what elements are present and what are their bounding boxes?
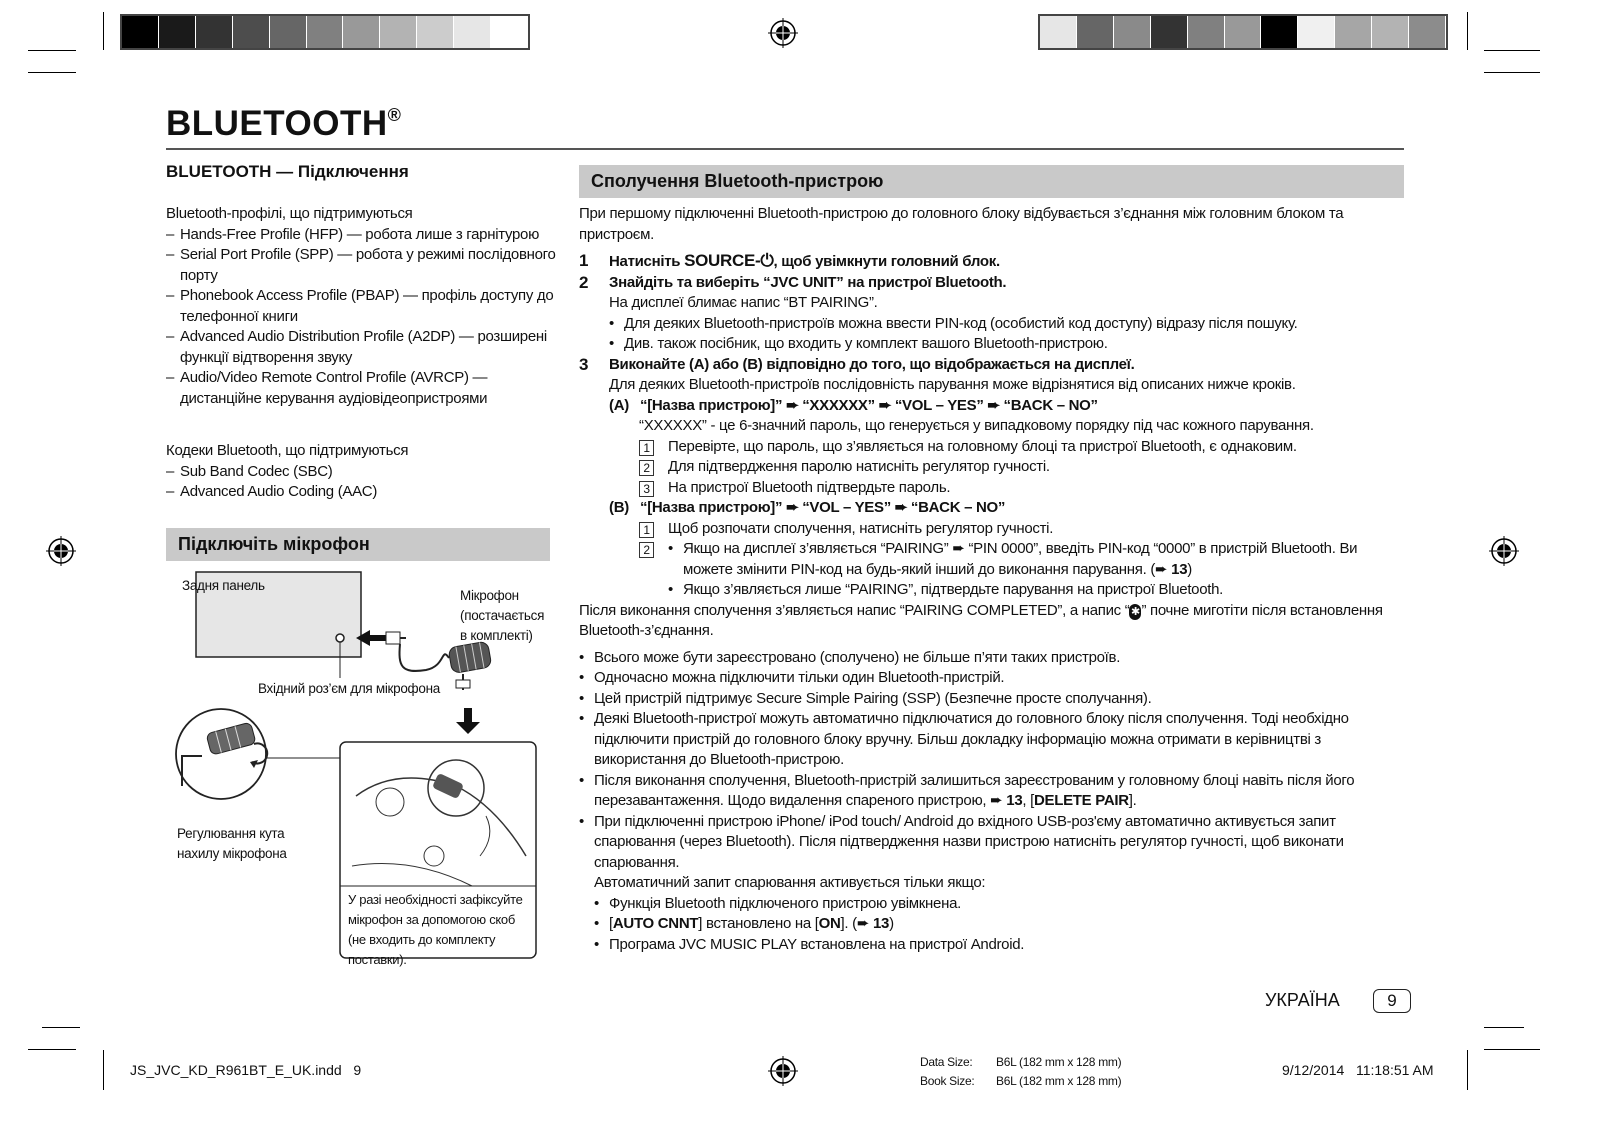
page-title: BLUETOOTH® [166, 104, 402, 143]
page-number: 9 [1373, 989, 1411, 1013]
list-item: – Advanced Audio Distribution Profile (A2DP) — розширені функції відтворення звуку [166, 327, 561, 368]
list-item: • Всього може бути зареєстровано (сполучено) не більше п’яти таких пристроїв. [579, 648, 1404, 669]
list-item: • [AUTO CNNT] встановлено на [ON]. (➨ 13) [594, 914, 1404, 935]
file-name: JS_JVC_KD_R961BT_E_UK.indd 9 [130, 1062, 362, 1078]
list-item: • Одночасно можна підключити тільки один Bluetooth-пристрій. [579, 668, 1404, 689]
crop-mark [28, 72, 76, 73]
option-a-note: “XXXXXX” - це 6-значний пароль, що генерується у випадковому порядку під час кожного парування. [639, 417, 1314, 434]
registration-mark-icon [768, 1056, 798, 1086]
pairing-content [579, 204, 1404, 955]
option-b: (B) “[Назва пристрою]” ➨ “VOL – YES” ➨ “BACK – NO” [609, 499, 1006, 516]
source-key: SOURCE-⏻ [684, 251, 774, 270]
color-bar-right [1038, 14, 1448, 50]
data-size-label: Data Size: [920, 1055, 973, 1069]
step-2: 2 Знайдіть та виберіть “JVC UNIT” на пристрої Bluetooth. [579, 272, 1007, 292]
color-swatch [196, 16, 233, 48]
section-heading-pairing: Сполучення Bluetooth-пристрою [579, 165, 1404, 198]
color-swatch [1188, 16, 1225, 48]
step-3-note: Для деяких Bluetooth-пристроїв послідовність парування може відрізнятися від описаних нижче кроків. [609, 376, 1296, 393]
color-swatch [270, 16, 307, 48]
codecs-block [166, 441, 561, 503]
list-item: • При підключенні пристрою iPhone/ iPod touch/ Android до вхідного USB-роз'єму автоматично активується запит спарювання (через Bluetooth). Після підтвердження назви пристрою натисніть регулятор гучності, щоб виконати спарювання. Автоматичний запит спарювання активується тільки якщо: • Функція Bluetooth підключеного пристрою увімкнена. • [AUTO CNNT] встановлено на [ON]. (➨ 13) • Програма JVC MUSIC PLAY встановлена на пристрої Android. [579, 812, 1404, 956]
label-fix-note: У разі необхідності зафіксуйте мікрофон за допомогою скоб (не входить до комплекту поставки). [348, 892, 523, 967]
color-swatch [1372, 16, 1409, 48]
registration-mark-icon [768, 18, 798, 48]
crop-mark [1467, 1050, 1468, 1090]
color-swatch [1151, 16, 1188, 48]
crop-mark [1484, 1027, 1524, 1028]
notes-list [579, 648, 1404, 956]
codecs-title: Кодеки Bluetooth, що підтримуються [166, 442, 409, 459]
list-item: – Audio/Video Remote Control Profile (AVRCP) — дистанційне керування аудіовідеопристроями [166, 368, 561, 409]
label-mic-jack: Вхідний роз’єм для мікрофона [258, 681, 440, 696]
registration-mark-icon [46, 536, 76, 566]
option-a-step: 3 На пристрої Bluetooth підтвердьте пароль. [579, 478, 1404, 499]
color-swatch [1261, 16, 1298, 48]
color-swatch [159, 16, 196, 48]
data-size-value: B6L (182 mm x 128 mm) [996, 1055, 1122, 1069]
profiles-block [166, 204, 561, 409]
list-item: • Функція Bluetooth підключеного пристрою увімкнена. [594, 894, 1404, 915]
label-rear-panel: Задня панель [182, 578, 265, 593]
color-bar-left [120, 14, 530, 50]
list-item: • Після виконання сполучення, Bluetooth-пристрій залишиться зареєстрованим у головному блоці навіть після його перезавантаження. Щодо видалення спареного пристрою, ➨ 13, [DELETE PAIR]. [579, 771, 1404, 812]
color-swatch [380, 16, 417, 48]
profiles-list [166, 225, 561, 410]
step-1: 1 Натисніть SOURCE-⏻, щоб увімкнути головний блок. [579, 251, 1000, 270]
list-item: – Hands-Free Profile (HFP) — робота лише з гарнітурою [166, 225, 561, 246]
color-swatch [1114, 16, 1151, 48]
list-item: • Деякі Bluetooth-пристрої можуть автоматично підключатися до головного блоку після сполучення. Тоді необхідно підключити пристрій до головного блоку вручну. Більш докладку інформацію можна отримати в керівництві з використання до Bluetooth-пристрою. [579, 709, 1404, 771]
book-size-label: Book Size: [920, 1074, 975, 1088]
list-item: – Serial Port Profile (SPP) — робота у режимі послідовного порту [166, 245, 561, 286]
crop-mark [1467, 12, 1468, 50]
crop-mark [42, 1027, 80, 1028]
title-rule [166, 148, 1404, 150]
registration-mark-icon [1489, 536, 1519, 566]
list-item: – Advanced Audio Coding (AAC) [166, 482, 561, 503]
option-a-step: 1 Перевірте, що пароль, що з’являється на головному блоці та пристрої Bluetooth, є однаковим. [579, 437, 1404, 458]
color-swatch [122, 16, 159, 48]
crop-mark [28, 1049, 76, 1050]
color-swatch [491, 16, 528, 48]
color-swatch [1298, 16, 1335, 48]
label-microphone: Мікрофон (постачається в комплекті) [460, 588, 545, 643]
pairing-completed-text: Після виконання сполучення з’являється напис “PAIRING COMPLETED”, а напис “ ✱ ” почне миготіти після встановлення Bluetooth-з’єднання. [579, 601, 1383, 639]
profiles-title: Bluetooth-профілі, що підтримуються [166, 205, 413, 222]
registered-mark: ® [387, 105, 402, 125]
section-heading-connection: BLUETOOTH — Підключення [166, 162, 409, 181]
intro-text: При першому підключенні Bluetooth-пристрою до головного блоку відбувається з’єднання між головним блоком та пристроєм. [579, 205, 1344, 243]
option-b-step2-bullets [668, 539, 1404, 601]
step-2-note: На дисплеї блимає напис “BT PAIRING”. [609, 294, 878, 311]
crop-mark [103, 12, 104, 50]
list-item: • Якщо з’являється лише “PAIRING”, підтвердьте парування на пристрої Bluetooth. [668, 580, 1404, 601]
label-angle-adjust: Регулювання кута нахилу мікрофона [177, 826, 287, 861]
color-swatch [1225, 16, 1262, 48]
option-a: (A) “[Назва пристрою]” ➨ “XXXXXX” ➨ “VOL – YES” ➨ “BACK – NO” [609, 396, 1098, 414]
list-item: – Sub Band Codec (SBC) [166, 462, 561, 483]
color-swatch [1409, 16, 1446, 48]
crop-mark [103, 1050, 104, 1090]
crop-mark [1484, 50, 1540, 51]
color-swatch [1040, 16, 1077, 48]
list-item: • Див. також посібник, що входить у комплект вашого Bluetooth-пристрою. [609, 334, 1404, 355]
country-label: УКРАЇНА [1265, 990, 1340, 1010]
step-3: 3 Виконайте (A) або (B) відповідно до того, що відображається на дисплеї. [579, 354, 1135, 374]
book-size-value: B6L (182 mm x 128 mm) [996, 1074, 1122, 1088]
section-heading-microphone: Підключіть мікрофон [166, 528, 550, 561]
bluetooth-icon: ✱ [1130, 605, 1140, 618]
crop-mark [1484, 72, 1540, 73]
print-datetime: 9/12/2014 11:18:51 AM [1282, 1062, 1434, 1078]
list-item: • Якщо на дисплеї з’являється “PAIRING” ➨ “PIN 0000”, введіть PIN-код “0000” в пристрій Bluetooth. Ви можете змінити PIN-код на будь-який інший до виконання парування. (➨ 13) [668, 539, 1404, 580]
color-swatch [307, 16, 344, 48]
color-swatch [417, 16, 454, 48]
color-swatch [343, 16, 380, 48]
color-swatch [1335, 16, 1372, 48]
option-a-step: 2 Для підтвердження паролю натисніть регулятор гучності. [579, 457, 1404, 478]
color-swatch [454, 16, 491, 48]
list-item: • Цей пристрій підтримує Secure Simple Pairing (SSP) (Безпечне просте сполучання). [579, 689, 1404, 710]
option-b-step: 2 • Якщо на дисплеї з’являється “PAIRING” ➨ “PIN 0000”, введіть PIN-код “0000” в пристрій Bluetooth. Ви можете змінити PIN-код на будь-який інший до виконання парування. (➨ 13) • Якщо з’являється лише “PAIRING”, підтвердьте парування на пристрої Bluetooth. [579, 539, 1404, 601]
list-item: • Для деяких Bluetooth-пристроїв можна ввести PIN-код (особистий код доступу) відразу після пошуку. [609, 314, 1404, 335]
color-swatch [1077, 16, 1114, 48]
crop-mark [28, 50, 76, 51]
crop-mark [1484, 1049, 1540, 1050]
list-item: – Phonebook Access Profile (PBAP) — профіль доступу до телефонної книги [166, 286, 561, 327]
option-b-step: 1 Щоб розпочати сполучення, натисніть регулятор гучності. [579, 519, 1404, 540]
conditions-list [594, 894, 1404, 956]
step-2-bullets [579, 314, 1404, 355]
codecs-list [166, 462, 561, 503]
color-swatch [233, 16, 270, 48]
list-item: • Програма JVC MUSIC PLAY встановлена на пристрої Android. [594, 935, 1404, 956]
